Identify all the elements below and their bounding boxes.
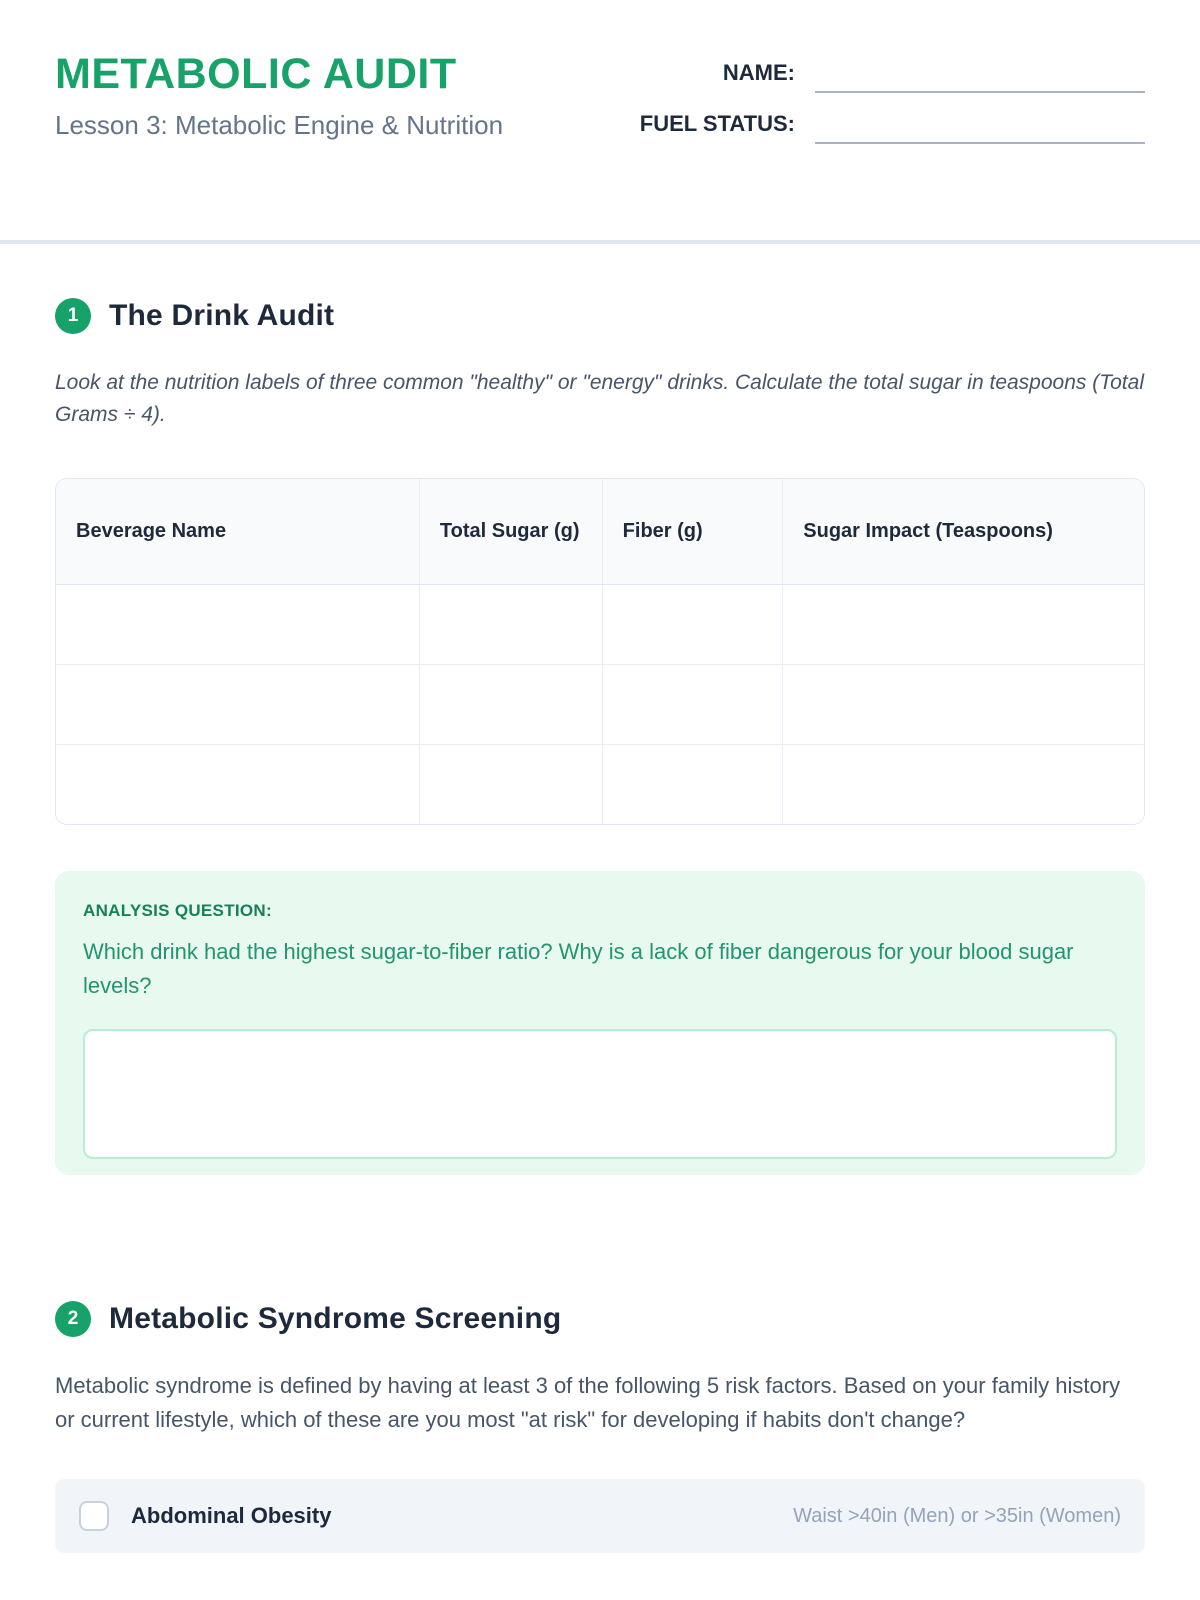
- header-fields: [640, 52, 1145, 144]
- section-1-heading: [55, 298, 1145, 334]
- cell-total-sugar-3[interactable]: [419, 744, 602, 824]
- section-metabolic-screening: [55, 1301, 1145, 1553]
- cell-sugar-impact-3[interactable]: [783, 744, 1144, 824]
- page-header: [55, 0, 1145, 144]
- table-row: [56, 584, 1144, 664]
- section-2-title: Metabolic Syndrome Screening: [109, 1302, 562, 1336]
- checklist-item-abdominal-obesity: [55, 1479, 1145, 1553]
- page-title: METABOLIC AUDIT: [55, 50, 457, 98]
- header-divider: [0, 240, 1200, 244]
- section-2-heading: [55, 1301, 1145, 1337]
- analysis-question-label: ANALYSIS QUESTION:: [83, 901, 272, 920]
- checklist-item-detail: Waist >40in (Men) or >35in (Women): [793, 1504, 1121, 1527]
- cell-fiber-2[interactable]: [602, 664, 783, 744]
- table-header-row: [56, 479, 1144, 584]
- cell-sugar-impact-2[interactable]: [783, 664, 1144, 744]
- section-drink-audit: [55, 298, 1145, 1175]
- col-header-sugar-impact: Sugar Impact (Teaspoons): [783, 479, 1144, 584]
- table-row: [56, 664, 1144, 744]
- cell-beverage-name-3[interactable]: [56, 744, 419, 824]
- section-2-description: Metabolic syndrome is defined by having at least 3 of the following 5 risk factors. Based on your family history or current lifestyle, which of these are you most "at risk" for developing if habits don't change?: [55, 1373, 1121, 1433]
- col-header-total-sugar: Total Sugar (g): [419, 479, 602, 584]
- section-1-number-badge: 1: [55, 298, 91, 334]
- fuel-status-label: FUEL STATUS:: [639, 111, 795, 136]
- section-1-instructions: Look at the nutrition labels of three common "healthy" or "energy" drinks. Calculate the total sugar in teaspoons (Total Grams ÷ 4).: [55, 371, 1144, 426]
- section-1-title: The Drink Audit: [109, 299, 335, 332]
- abdominal-obesity-checkbox[interactable]: [79, 1501, 109, 1531]
- analysis-question-text: Which drink had the highest sugar-to-fiber ratio? Why is a lack of fiber dangerous for your blood sugar levels?: [83, 939, 1074, 999]
- col-header-beverage-name: Beverage Name: [56, 479, 419, 584]
- risk-factor-checklist: [55, 1479, 1145, 1553]
- drink-audit-table: [55, 478, 1145, 825]
- header-left: [55, 52, 503, 144]
- checklist-item-label: Abdominal Obesity: [131, 1503, 332, 1529]
- cell-fiber-1[interactable]: [602, 584, 783, 664]
- col-header-fiber: Fiber (g): [602, 479, 783, 584]
- cell-total-sugar-2[interactable]: [419, 664, 602, 744]
- name-label: NAME:: [722, 60, 795, 85]
- section-2-number-badge: 2: [55, 1301, 91, 1337]
- fuel-status-input-line[interactable]: [815, 134, 1145, 144]
- analysis-answer-input[interactable]: [83, 1029, 1117, 1159]
- analysis-question-box: [55, 871, 1145, 1175]
- name-input-line[interactable]: [815, 83, 1145, 93]
- lesson-subtitle: Lesson 3: Metabolic Engine & Nutrition: [55, 110, 504, 141]
- cell-beverage-name-1[interactable]: [56, 584, 419, 664]
- cell-fiber-3[interactable]: [602, 744, 783, 824]
- cell-beverage-name-2[interactable]: [56, 664, 419, 744]
- cell-sugar-impact-1[interactable]: [783, 584, 1144, 664]
- cell-total-sugar-1[interactable]: [419, 584, 602, 664]
- table-row: [56, 744, 1144, 824]
